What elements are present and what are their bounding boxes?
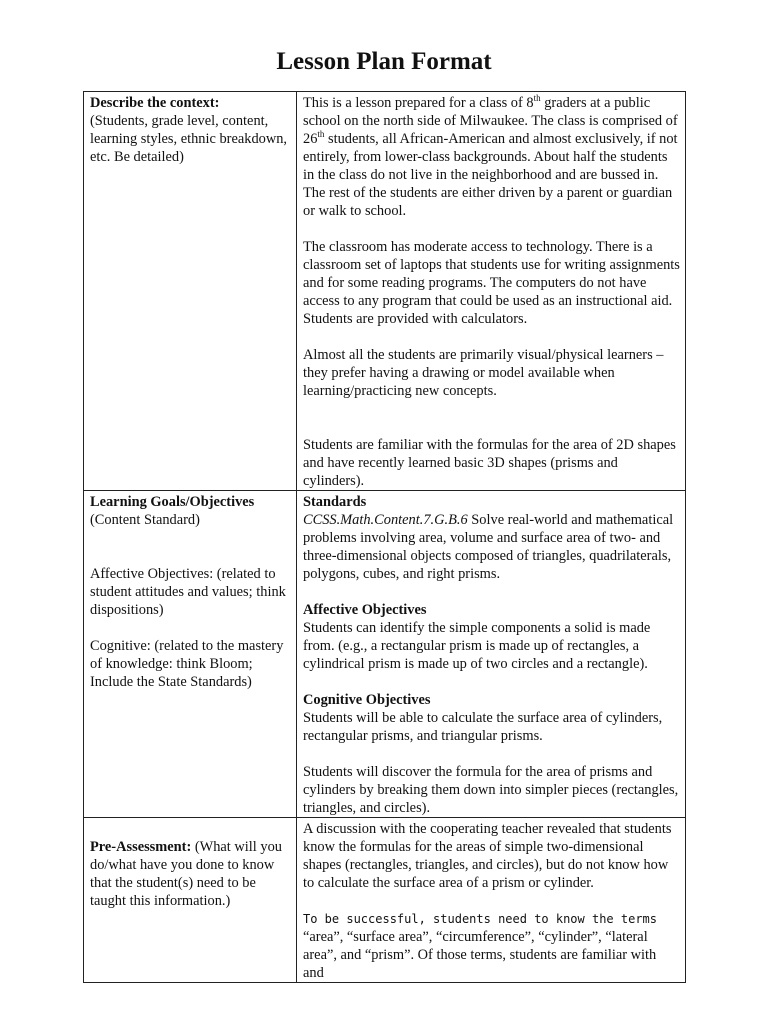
context-p1-part-a: This is a lesson prepared for a class of 8	[303, 95, 534, 111]
standard-code: CCSS.Math.Content.7.G.B.6	[303, 512, 468, 528]
context-p1-part-b: graders at a public school on the north side of Milwaukee. The class is comprised of 26	[303, 95, 678, 147]
table-row-goals	[84, 491, 686, 818]
cognitive-text-2: Students will discover the formula for the area of prisms and cylinders by breaking them down into simpler pieces (rectangles, triangles, and circles).	[303, 764, 679, 816]
cognitive-text-1: Students will be able to calculate the surface area of cylinders, rectangular prisms, and triangular prisms.	[303, 710, 663, 744]
affective-heading: Affective Objectives	[303, 602, 427, 618]
standards-heading: Standards	[303, 494, 367, 510]
context-content-cell	[297, 92, 686, 491]
goals-label-cell	[84, 491, 297, 818]
goals-heading: Learning Goals/Objectives	[90, 494, 255, 510]
context-heading: Describe the context:	[90, 95, 220, 111]
ordinal-superscript: th	[317, 129, 325, 140]
ordinal-superscript: th	[533, 93, 541, 104]
preassessment-content-cell	[297, 818, 686, 983]
goals-content-cell	[297, 491, 686, 818]
preassessment-label	[90, 838, 291, 910]
context-label-cell	[84, 92, 297, 491]
cognitive-label: Cognitive: (related to the mastery of knowledge: think Bloom; Include the State Standards)	[90, 638, 284, 690]
preassessment-description: (What will you do/what have you done to know that the student(s) need to be taught this information.)	[90, 839, 282, 909]
preassessment-label-cell	[84, 818, 297, 983]
preassessment-p2-part-b: “area”, “surface area”, “circumference”, “cylinder”, “lateral area”, and “prism”. Of those terms, students are familiar with and	[303, 929, 657, 981]
cognitive-heading: Cognitive Objectives	[303, 692, 431, 708]
preassessment-paragraph-1: A discussion with the cooperating teacher revealed that students know the formulas for the areas of simple two-dimensional shapes (rectangles, triangles, and circles), but do not know how to calculate the surface area of a prism or cylinder.	[303, 821, 672, 891]
context-paragraph-3: Almost all the students are primarily visual/physical learners – they prefer having a drawing or model available when learning/practicing new concepts.	[303, 347, 664, 399]
preassessment-heading: Pre-Assessment:	[90, 839, 192, 855]
context-paragraph-4: Students are familiar with the formulas for the area of 2D shapes and have recently learned basic 3D shapes (prisms and cylinders).	[303, 437, 676, 489]
table-row-context	[84, 92, 686, 491]
goals-subheading: (Content Standard)	[90, 512, 200, 528]
context-paragraph-1	[303, 94, 680, 220]
document-title: Lesson Plan Format	[276, 48, 492, 75]
context-p1-part-c: students, all African-American and almost exclusively, if not entirely, from lower-class backgrounds. About half the students in the class do not live in the neighborhood and are bussed in. The rest of the students are either driven by a parent or guardian or walk to school.	[303, 131, 678, 219]
standard-paragraph	[303, 511, 680, 583]
context-paragraph-2: The classroom has moderate access to technology. There is a classroom set of laptops that students use for writing assignments and for some reading programs. The computers do not have access to any program that could be used as an instructional aid. Students are provided with calculators.	[303, 239, 680, 327]
table-row-preassessment	[84, 818, 686, 983]
preassessment-paragraph-2	[303, 910, 680, 982]
affective-label: Affective Objectives: (related to student attitudes and values; think dispositions)	[90, 566, 286, 618]
standard-text: Solve real-world and mathematical problems involving area, volume and surface area of two- and three-dimensional objects composed of triangles, quadrilaterals, polygons, cubes, and right prisms.	[303, 512, 674, 582]
lesson-plan-table	[83, 91, 686, 983]
affective-text: Students can identify the simple components a solid is made from. (e.g., a rectangular prism is made up of rectangles, a cylindrical prism is made up of two circles and a rectangle).	[303, 620, 651, 672]
preassessment-p2-part-a: To be successful, students need to know the terms	[303, 912, 658, 926]
context-description: (Students, grade level, content, learning styles, ethnic breakdown, etc. Be detailed)	[90, 113, 288, 165]
